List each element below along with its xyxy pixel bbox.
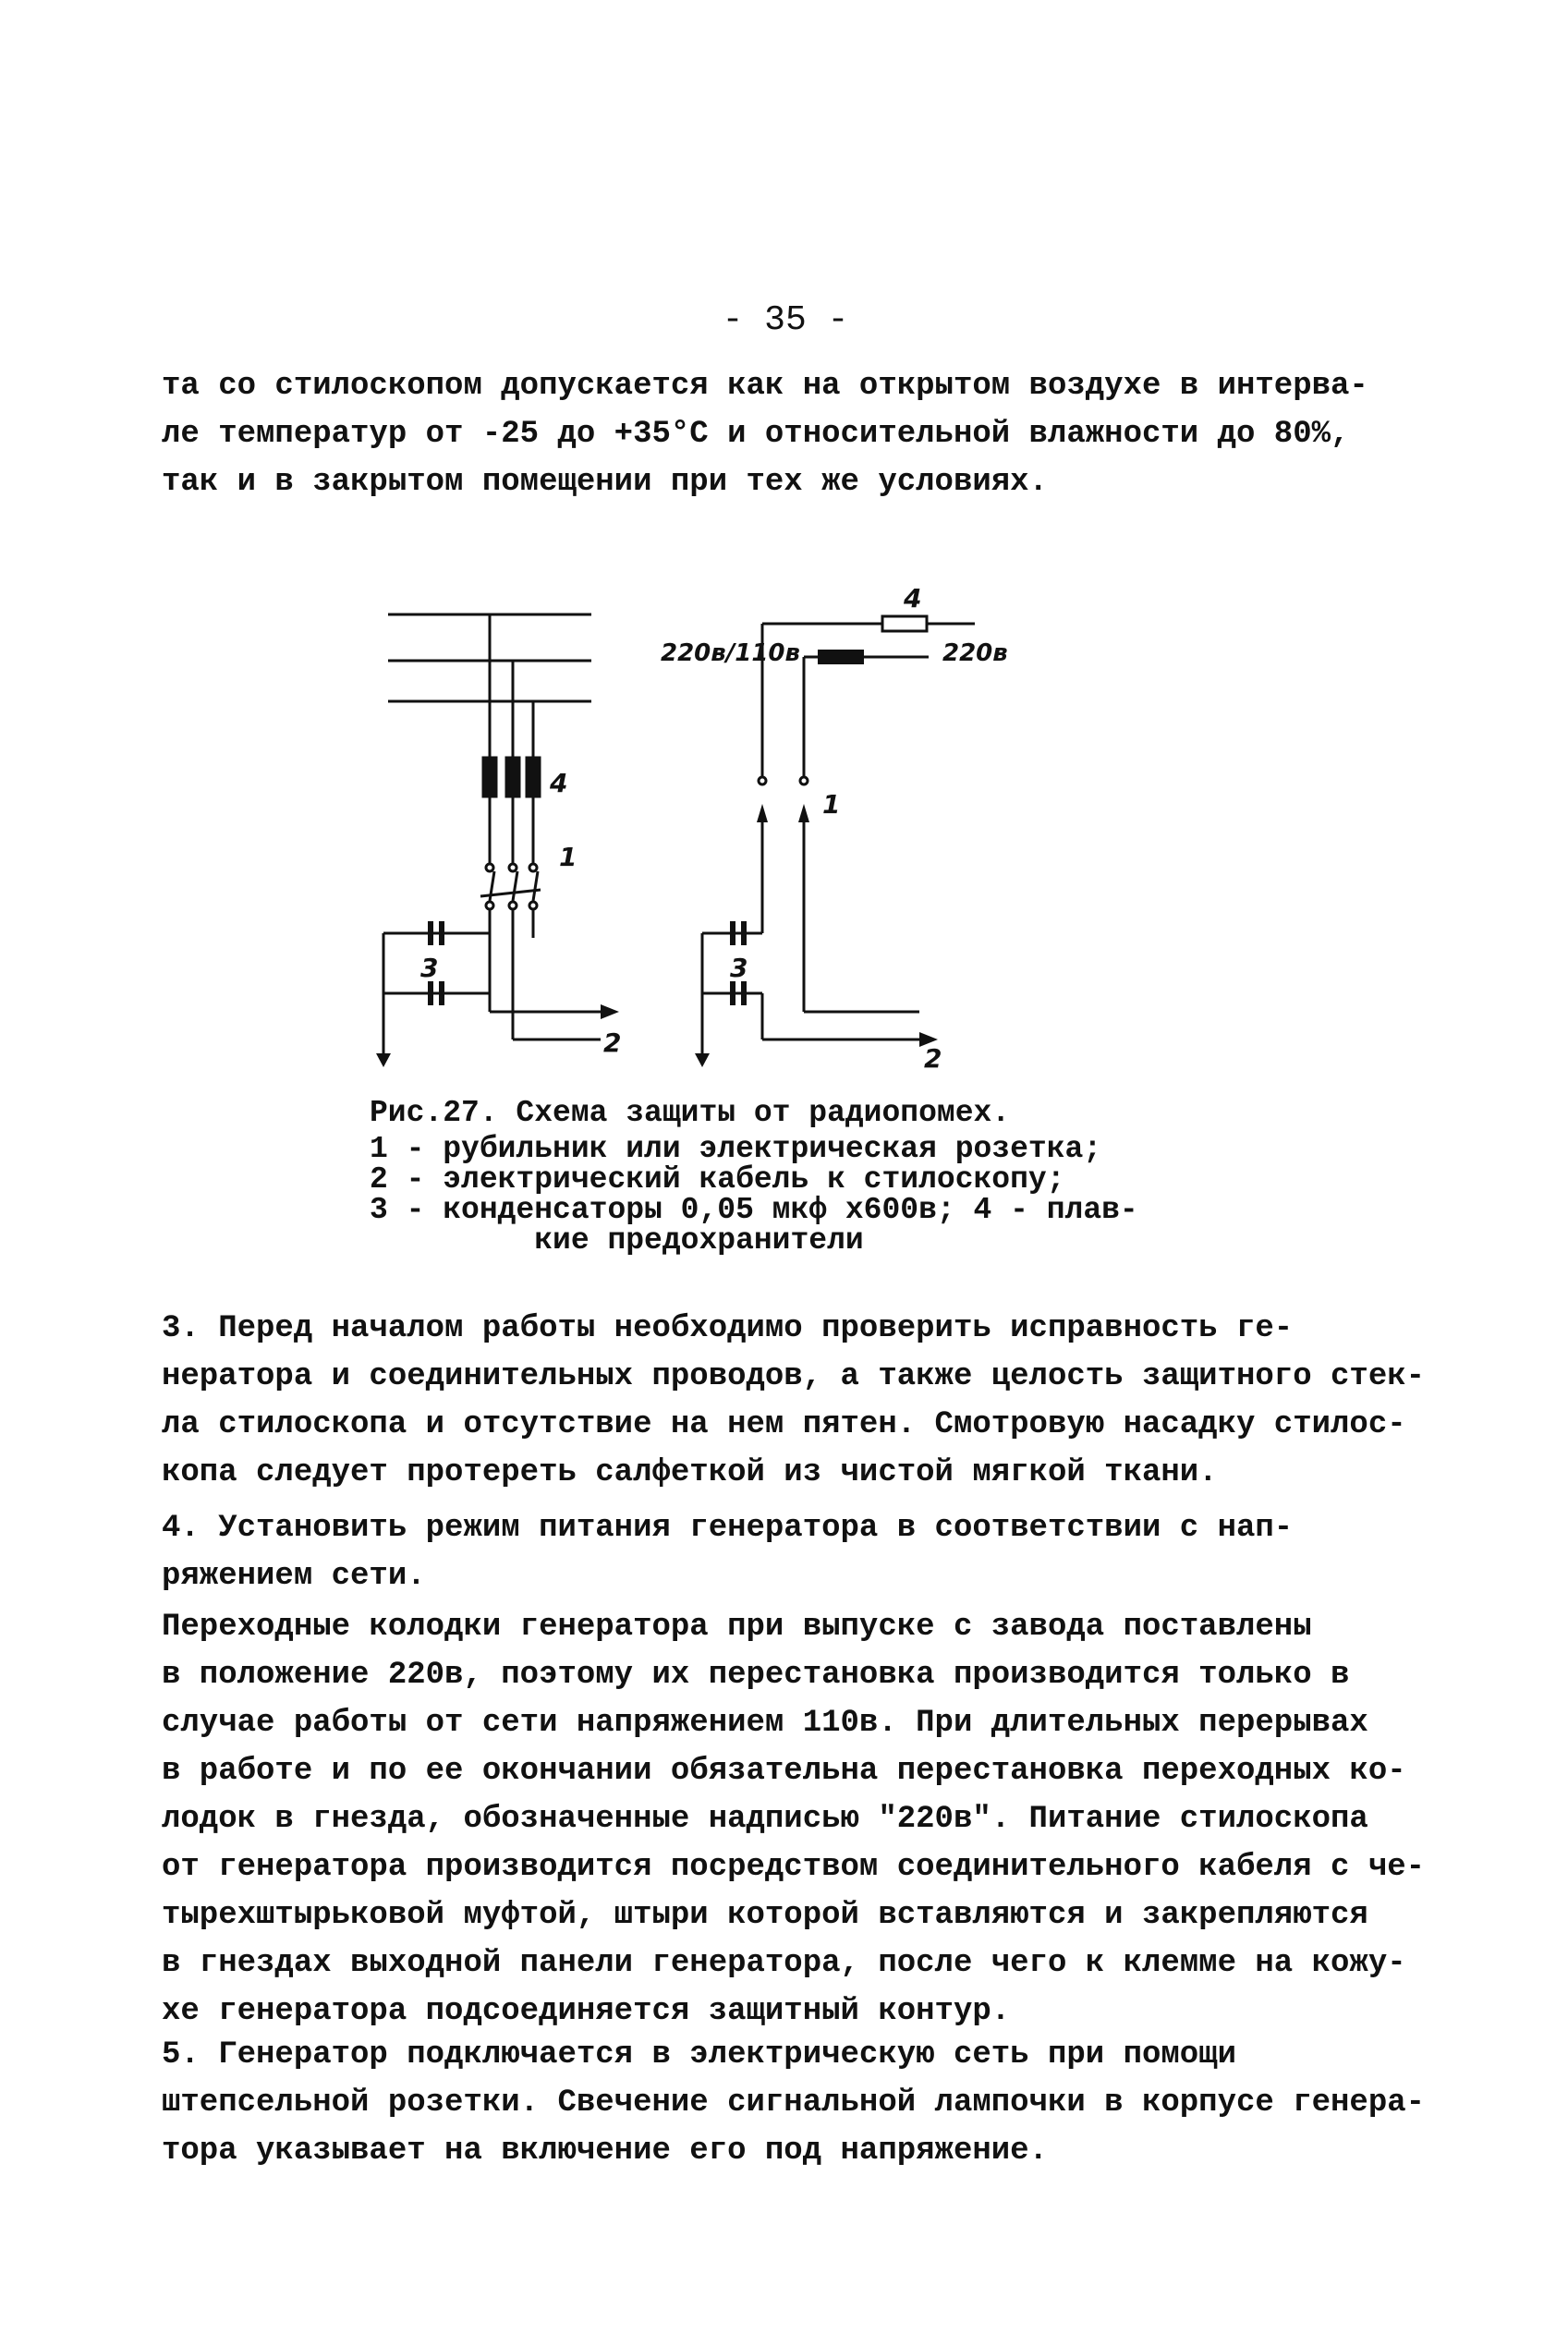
adapter-paragraph: Переходные колодки генератора при выпуске с завода поставлены в положение 220в, поэтому их перестановка производится только в случае работы от сети напряжением 110в. При длительных перерывах в работе и по ее окончании обязательна перестановка переходных ко- лодок в гнезда, обозначенные надписью "220в". Питание стилоскопа от генератора производится посредством соединительного кабеля с че- тырехштырьковой муфтой, штыри которой вставляются и закрепляются в гнездах выходной панели генератора, после чего к клемме на кожу- хе генератора подсоединяется защитный контур. [162,1610,1426,2029]
page-number: - 35 - [722,300,849,340]
step-4-paragraph: 4. Установить режим питания генератора в соответствии с нап- ряжением сети. [162,1511,1294,1594]
marker-1-left: 1 [559,842,577,872]
voltage-label-right: 220в [942,639,1008,667]
radio-interference-protection-diagram [365,587,1215,1104]
step-5-paragraph: 5. Генератор подключается в электрическую сеть при помощи штепсельной розетки. Свечение сигнальной лампочки в корпусе генера- тора указывает на включение его под напряжение. [162,2037,1426,2169]
marker-3-left: 3 [420,953,439,983]
figure-legend-line: 1 - рубильник или электрическая розетка; [370,1132,1102,1166]
marker-4-left: 4 [550,768,568,798]
figure-caption-title: Рис.27. Схема защиты от радиопомех. [370,1096,1011,1130]
marker-3-right: 3 [730,953,748,983]
figure-legend-line: кие предохранители [370,1223,864,1258]
voltage-label-left: 220в/110в [661,639,800,667]
marker-2-right: 2 [924,1043,942,1074]
intro-paragraph: та со стилоскопом допускается как на открытом воздухе в интерва- ле температур от -25 до +35°С и относительной влажности до 80%, так и в закрытом помещении при тех же условиях. [162,369,1368,500]
step-3-paragraph: 3. Перед началом работы необходимо проверить исправность ге- нератора и соединительных проводов, а также целость защитного стек- ла стилоскопа и отсутствие на нем пятен. Смотровую насадку стилос- копа следует протереть салфеткой из чистой мягкой ткани. [162,1311,1426,1490]
figure-legend-line: 2 - электрический кабель к стилоскопу; [370,1162,1065,1197]
marker-4-right: 4 [904,587,922,614]
circuit-diagram-svg [365,587,1215,1104]
figure-caption [370,1093,1257,1256]
marker-2-left: 2 [603,1027,622,1058]
marker-1-right: 1 [822,789,841,820]
figure-legend-line: 3 - конденсаторы 0,05 мкф х600в; 4 - плав- [370,1193,1138,1227]
